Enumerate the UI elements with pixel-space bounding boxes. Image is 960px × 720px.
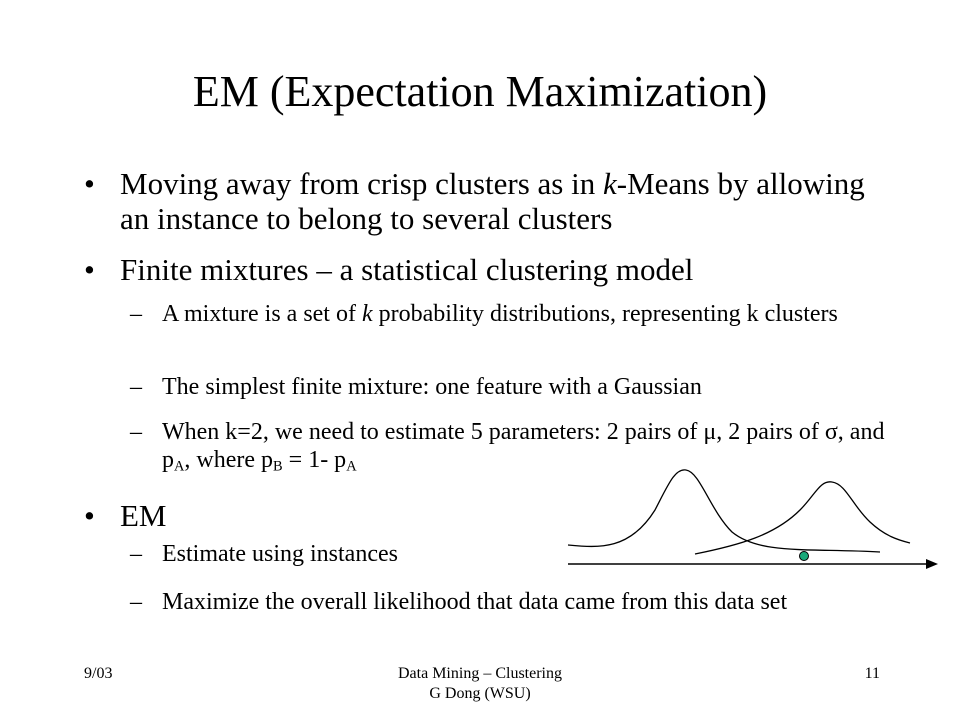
bullet-text-pre: Moving away from crisp clusters as in: [120, 166, 603, 201]
bullet-text: Finite mixtures – a statistical clustering model: [120, 252, 694, 287]
subbullet-text: Estimate using instances: [162, 541, 398, 567]
arrow-head-icon: [926, 559, 938, 569]
subbullet-marker: –: [130, 589, 142, 615]
slide-title: EM (Expectation Maximization): [192, 67, 768, 116]
subbullet-text: Maximize the overall likelihood that data came from this data set: [162, 589, 788, 615]
bullet-crisp-clusters: [84, 166, 884, 238]
bullet-text: EM: [120, 498, 167, 533]
bullet-marker: •: [84, 166, 95, 201]
bullet-text: [120, 166, 880, 236]
bullet-marker: •: [84, 252, 95, 287]
footer-course: [330, 664, 630, 704]
bullet-text-post: -Means by allowing an instance to belong to several clusters: [120, 166, 865, 236]
subbullet-mixture-definition: [130, 300, 900, 358]
subbullet-text-eq: = 1- p: [282, 447, 347, 473]
subbullet-marker: –: [130, 419, 142, 445]
subbullet-marker: –: [130, 541, 142, 567]
subbullet-marker: –: [130, 374, 142, 400]
gaussian-mixture-diagram: [560, 460, 940, 580]
subbullet-text-mid: , where p: [184, 447, 274, 473]
subbullet-maximize: [130, 588, 900, 646]
footer-author: G Dong (WSU): [429, 685, 531, 702]
bullet-marker: •: [84, 498, 95, 533]
footer-course-title: Data Mining – Clustering: [398, 665, 562, 682]
bullet-text-italic: k: [602, 166, 617, 201]
subbullet-text-italic: k: [361, 301, 373, 327]
page-number: 11: [864, 665, 880, 682]
subbullet-text-post: probability distributions, representing k clusters: [372, 301, 838, 327]
subbullet-text-pre: When k=2, we need to estimate 5 parameters: 2 pairs of μ, 2 pairs of σ, and p: [162, 419, 885, 473]
subscript-c: A: [346, 458, 357, 475]
subbullet-text: [162, 300, 902, 328]
subbullet-estimate: [130, 540, 550, 570]
footer-date: 9/03: [84, 665, 113, 682]
subbullet-simplest-mixture: [130, 373, 900, 403]
data-point-marker: [800, 552, 809, 561]
subbullet-text: The simplest finite mixture: one feature with a Gaussian: [162, 374, 702, 400]
subbullet-text-pre: A mixture is a set of: [162, 301, 362, 327]
subscript-b: B: [273, 458, 283, 475]
subbullet-marker: –: [130, 301, 142, 327]
bullet-finite-mixtures: [84, 252, 884, 288]
subscript-a: A: [174, 458, 185, 475]
gaussian-curve-b: [695, 482, 910, 554]
